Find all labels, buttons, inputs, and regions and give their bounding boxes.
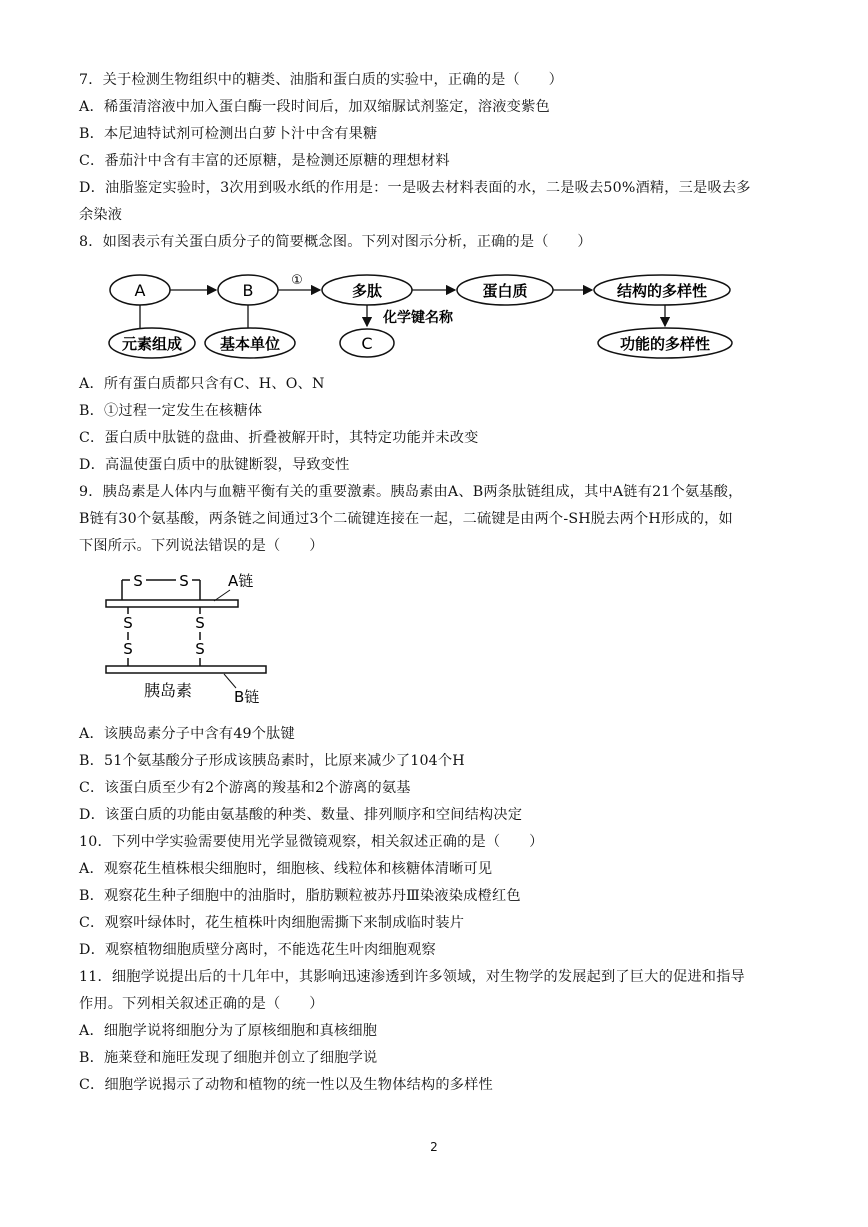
q11-option-a: A．细胞学说将细胞分为了原核细胞和真核细胞	[79, 1023, 378, 1039]
q10-option-b: B．观察花生种子细胞中的油脂时，脂肪颗粒被苏丹Ⅲ染液染成橙红色	[79, 888, 521, 904]
b-chain-bar	[106, 666, 266, 673]
node-b-label: B	[242, 281, 254, 300]
q11-option-b: B．施莱登和施旺发现了细胞并创立了细胞学说	[79, 1050, 378, 1066]
q9-option-d: D．该蛋白质的功能由氨基酸的种类、数量、排列顺序和空间结构决定	[79, 807, 523, 823]
q7-option-d: D．油脂鉴定实验时，3次用到吸水纸的作用是：一是吸去材料表面的水，二是吸去50%酒精，三是吸去多	[79, 180, 751, 196]
q7-option-a: A．稀蛋清溶液中加入蛋白酶一段时间后，加双缩脲试剂鉴定，溶液变紫色	[79, 99, 550, 115]
polypeptide-label: 多肽	[351, 282, 383, 300]
q10-option-d: D．观察植物细胞质壁分离时，不能选花生叶肉细胞观察	[79, 942, 436, 958]
q10-option-c: C．观察叶绿体时，花生植株叶肉细胞需撕下来制成临时装片	[79, 915, 465, 931]
s-atom: S	[195, 640, 205, 658]
basic-unit-label: 基本单位	[219, 335, 281, 353]
s-atom: S	[123, 614, 133, 632]
step-1-label: ①	[291, 273, 303, 288]
protein-concept-diagram	[100, 268, 740, 363]
s-atom: S	[195, 614, 205, 632]
s-atom: S	[123, 640, 133, 658]
a-chain-label: A链	[228, 572, 254, 590]
q9-option-c: C．该蛋白质至少有2个游离的羧基和2个游离的氨基	[79, 780, 411, 796]
node-a-label: A	[134, 281, 146, 300]
s-atom: S	[179, 572, 189, 590]
q11-stem-line1: 11．细胞学说提出后的十几年中，其影响迅速渗透到许多领域，对生物学的发展起到了巨大的促进和指导	[79, 969, 745, 985]
structure-diversity-label: 结构的多样性	[616, 282, 708, 300]
page-number: 2	[430, 1140, 438, 1154]
insulin-diagram	[100, 570, 280, 710]
bond-name-label: 化学键名称	[383, 310, 453, 326]
q10-stem: 10．下列中学实验需要使用光学显微镜观察，相关叙述正确的是（ ）	[79, 834, 544, 850]
q9-stem-line3: 下图所示。下列说法错误的是（ ）	[79, 538, 324, 554]
q8-stem: 8．如图表示有关蛋白质分子的简要概念图。下列对图示分析，正确的是（ ）	[79, 234, 592, 250]
insulin-label: 胰岛素	[143, 681, 193, 700]
q8-option-c: C．蛋白质中肽链的盘曲、折叠被解开时，其特定功能并未改变	[79, 430, 479, 446]
q9-option-a: A．该胰岛素分子中含有49个肽键	[79, 726, 295, 742]
q7-option-b: B．本尼迪特试剂可检测出白萝卜汁中含有果糖	[79, 126, 378, 142]
q8-option-b: B．①过程一定发生在核糖体	[79, 403, 263, 419]
q9-option-b: B．51个氨基酸分子形成该胰岛素时，比原来减少了104个H	[79, 753, 465, 769]
q8-option-d: D．高温使蛋白质中的肽键断裂，导致变性	[79, 457, 350, 473]
q11-option-c: C．细胞学说揭示了动物和植物的统一性以及生物体结构的多样性	[79, 1077, 493, 1093]
a-chain-bar	[106, 600, 238, 607]
node-c-label: C	[361, 334, 373, 353]
q8-option-a: A．所有蛋白质都只含有C、H、O、N	[79, 376, 325, 392]
elements-label: 元素组成	[121, 335, 183, 353]
protein-label: 蛋白质	[482, 282, 528, 300]
q7-option-d-cont: 余染液	[79, 207, 123, 223]
function-diversity-label: 功能的多样性	[619, 335, 711, 353]
q7-option-c: C．番茄汁中含有丰富的还原糖，是检测还原糖的理想材料	[79, 153, 450, 169]
q7-stem: 7．关于检测生物组织中的糖类、油脂和蛋白质的实验中，正确的是（ ）	[79, 72, 564, 88]
q10-option-a: A．观察花生植株根尖细胞时，细胞核、线粒体和核糖体清晰可见	[79, 861, 493, 877]
q11-stem-line2: 作用。下列相关叙述正确的是（ ）	[79, 996, 324, 1012]
s-atom: S	[133, 572, 143, 590]
q9-stem-line1: 9．胰岛素是人体内与血糖平衡有关的重要激素。胰岛素由A、B两条肽链组成，其中A链有21个氨基酸，	[79, 484, 743, 500]
q9-stem-line2: B链有30个氨基酸，两条链之间通过3个二硫键连接在一起，二硫键是由两个-SH脱去两个H形成的，如	[79, 511, 733, 527]
b-chain-label: B链	[234, 688, 260, 706]
